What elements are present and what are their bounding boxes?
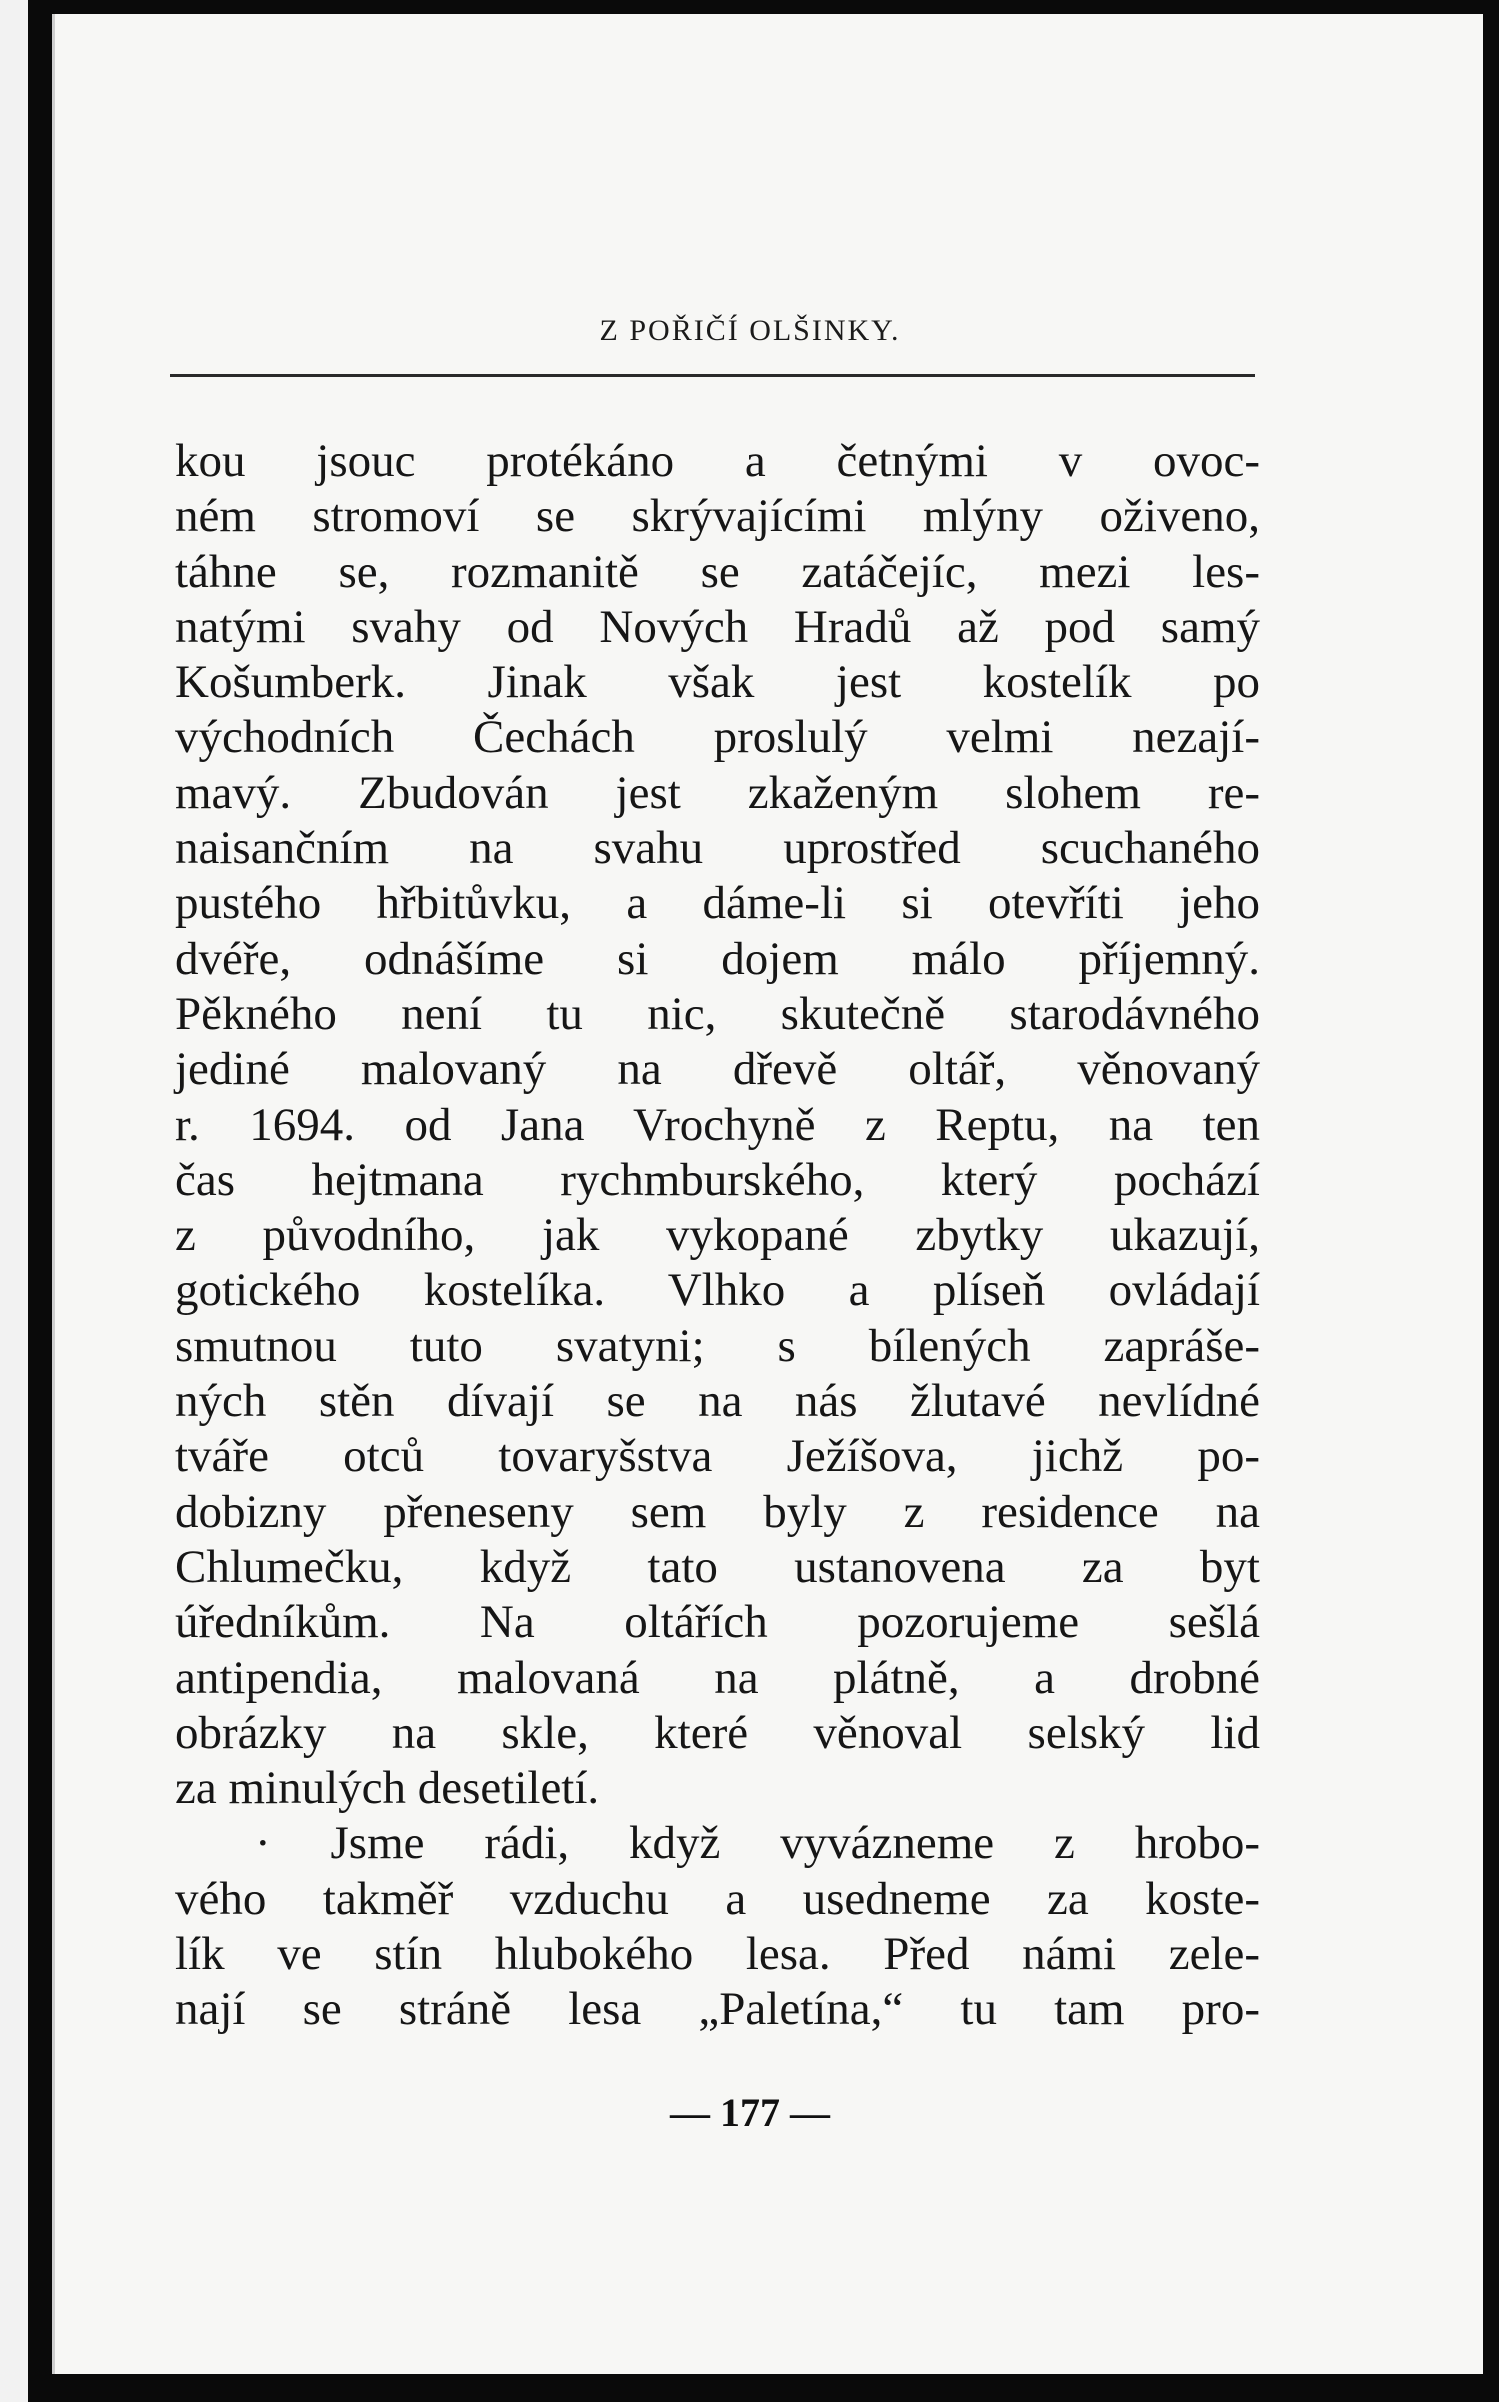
- text-line: úředníkům. Na oltářích pozorujeme sešlá: [175, 1596, 1260, 1649]
- text-line: Chlumečku, když tato ustanovena za byt: [175, 1540, 1260, 1593]
- text-line: čas hejtmana rychmburského, který pochází: [175, 1153, 1260, 1206]
- body-text: [175, 434, 1260, 2038]
- text-line: naisančním na svahu uprostřed scuchaného: [175, 822, 1260, 875]
- text-line: táhne se, rozmanitě se zatáčejíc, mezi les-: [175, 545, 1260, 598]
- text-line: jediné malovaný na dřevě oltář, věnovaný: [175, 1043, 1260, 1096]
- page-number: — 177 —: [670, 2090, 830, 2135]
- text-line: lík ve stín hlubokého lesa. Před námi zele-: [175, 1928, 1260, 1981]
- text-line: gotického kostelíka. Vlhko a plíseň ovládají: [175, 1264, 1260, 1317]
- text-line: Pěkného není tu nic, skutečně starodávného: [175, 987, 1260, 1040]
- header-rule: [170, 374, 1255, 377]
- text-line: východních Čechách proslulý velmi nezají-: [175, 711, 1260, 764]
- text-line: Košumberk. Jinak však jest kostelík po: [175, 656, 1260, 709]
- text-line: ných stěn dívají se na nás žlutavé nevlídné: [175, 1375, 1260, 1428]
- book-page: [52, 14, 1483, 2374]
- text-line: dobizny přeneseny sem byly z residence na: [175, 1485, 1260, 1538]
- text-line: natými svahy od Nových Hradů až pod samý: [175, 600, 1260, 653]
- text-line: r. 1694. od Jana Vrochyně z Reptu, na ten: [175, 1098, 1260, 1151]
- text-line: mavý. Zbudován jest zkaženým slohem re-: [175, 766, 1260, 819]
- text-line-paragraph-start: · Jsme rádi, když vyvázneme z hrobo-: [255, 1817, 1260, 1870]
- scan-edge: [0, 0, 28, 2402]
- text-line: tváře otců tovaryšstva Ježíšova, jichž po-: [175, 1430, 1260, 1483]
- text-line: kou jsouc protékáno a četnými v ovoc-: [175, 435, 1260, 487]
- text-line: obrázky na skle, které věnoval selský lid: [175, 1706, 1260, 1759]
- text-line: pustého hřbitůvku, a dáme-li si otevříti jeho: [175, 877, 1260, 930]
- text-line: antipendia, malovaná na plátně, a drobné: [175, 1651, 1260, 1704]
- text-line-paragraph-end: za minulých desetiletí.: [175, 1762, 600, 1815]
- text-line: vého takměř vzduchu a usedneme za koste-: [175, 1872, 1260, 1925]
- running-header: Z POŘIČÍ OLŠINKY.: [599, 314, 901, 347]
- text-line: ném stromoví se skrývajícími mlýny oživeno,: [175, 490, 1260, 543]
- text-line: dvéře, odnášíme si dojem málo příjemný.: [175, 932, 1260, 985]
- text-line: z původního, jak vykopané zbytky ukazují,: [175, 1209, 1260, 1262]
- text-line: nají se stráně lesa „Paletína,“ tu tam pro-: [175, 1983, 1260, 2036]
- text-line: smutnou tuto svatyni; s bílených zapráše-: [175, 1319, 1260, 1372]
